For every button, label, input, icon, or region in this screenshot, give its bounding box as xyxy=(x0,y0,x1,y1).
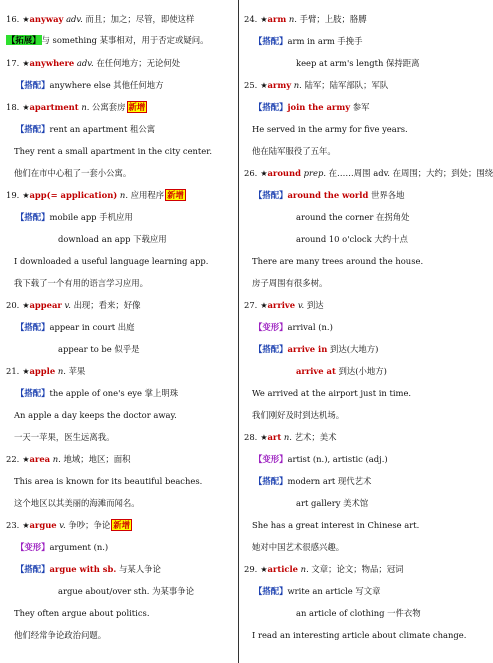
entry-number: 20. xyxy=(6,300,20,310)
star-icon: ★ xyxy=(260,565,268,574)
collocation-sub xyxy=(6,338,234,360)
example-text: They rent a small apartment in the city center. xyxy=(14,146,213,156)
example-sentence xyxy=(6,602,234,624)
headword: area xyxy=(29,454,51,464)
headword: anywhere xyxy=(29,58,75,68)
word-form xyxy=(244,448,472,470)
collocation-phrase: join the army xyxy=(287,102,351,112)
collocation-text: anywhere else 其他任何地方 xyxy=(49,80,164,90)
collocation-sub xyxy=(244,228,472,250)
entry-number: 16. xyxy=(6,14,20,24)
headword: arrive xyxy=(267,300,296,310)
definition: 陆军；陆军部队；军队 xyxy=(304,80,389,90)
collocation-tag: 【搭配】 xyxy=(16,80,50,90)
word-form-tag: 【变形】 xyxy=(16,542,50,552)
definition: 手臂；上肢；胳膊 xyxy=(299,14,367,24)
example-text: She has a great interest in Chinese art. xyxy=(252,520,420,530)
collocation-text: rent an apartment 租公寓 xyxy=(49,124,156,134)
collocation-text: an article of clothing 一件衣物 xyxy=(296,608,421,618)
collocation-tag: 【搭配】 xyxy=(254,102,288,112)
collocation-sub xyxy=(244,360,472,382)
example-sentence xyxy=(6,624,234,646)
entry-number: 22. xyxy=(6,454,20,464)
entry-number: 28. xyxy=(244,432,258,442)
example-text: I read an interesting article about climate change. xyxy=(252,630,467,640)
entry-number: 24. xyxy=(244,14,258,24)
part-of-speech: adv. xyxy=(66,14,83,24)
entry-heading xyxy=(6,96,234,118)
definition: 地域；地区；面积 xyxy=(63,454,131,464)
part-of-speech: n. xyxy=(81,102,90,112)
collocation-tag: 【搭配】 xyxy=(254,36,288,46)
example-text: 我们刚好及时到达机场。 xyxy=(252,410,345,420)
example-sentence xyxy=(244,250,472,272)
star-icon: ★ xyxy=(260,15,268,24)
collocation-text: the apple of one's eye 掌上明珠 xyxy=(49,388,179,398)
collocation-text: appear to be 似乎是 xyxy=(58,344,140,354)
example-sentence xyxy=(244,514,472,536)
star-icon: ★ xyxy=(22,103,30,112)
collocation-text: argue about/over sth. 为某事争论 xyxy=(58,586,194,596)
entry-number: 26. xyxy=(244,168,258,178)
example-sentence xyxy=(6,272,234,294)
headword: around xyxy=(267,168,301,178)
collocation-sub xyxy=(6,228,234,250)
definition: 公寓套房 xyxy=(92,102,126,112)
entry-number: 19. xyxy=(6,190,20,200)
collocation-tag: 【搭配】 xyxy=(254,476,288,486)
star-icon: ★ xyxy=(260,81,268,90)
example-sentence xyxy=(244,624,472,646)
collocation-text: art gallery 美术馆 xyxy=(296,498,369,508)
collocation-tag: 【搭配】 xyxy=(16,388,50,398)
example-sentence xyxy=(6,492,234,514)
example-sentence xyxy=(6,250,234,272)
headword: appear xyxy=(29,300,62,310)
star-icon: ★ xyxy=(22,367,30,376)
collocation xyxy=(244,184,472,206)
part-of-speech: v. xyxy=(64,300,71,310)
collocation-text: modern art 现代艺术 xyxy=(287,476,372,486)
word-form-text: artist (n.), artistic (adj.) xyxy=(287,454,388,464)
collocation xyxy=(244,96,472,118)
part-of-speech: v. xyxy=(59,520,66,530)
example-sentence xyxy=(244,382,472,404)
entry-heading xyxy=(6,52,234,74)
star-icon: ★ xyxy=(22,15,30,24)
entry-heading xyxy=(6,448,234,470)
example-sentence xyxy=(6,404,234,426)
word-form-tag: 【变形】 xyxy=(254,454,288,464)
right-column xyxy=(244,8,493,646)
collocation xyxy=(6,206,234,228)
example-text: 他们在市中心租了一套小公寓。 xyxy=(14,168,132,178)
entry-heading xyxy=(244,558,472,580)
headword: article xyxy=(267,564,298,574)
definition: 应用程序 xyxy=(130,190,165,200)
collocation-tag: 【搭配】 xyxy=(16,212,50,222)
star-icon: ★ xyxy=(260,301,268,310)
part-of-speech: n. xyxy=(57,366,66,376)
collocation-phrase: arrive at xyxy=(296,366,336,376)
headword: army xyxy=(267,80,292,90)
new-badge: 新增 xyxy=(167,190,184,200)
collocation xyxy=(244,470,472,492)
new-badge: 新增 xyxy=(113,520,130,530)
headword: anyway xyxy=(29,14,64,24)
part-of-speech: n. xyxy=(293,80,302,90)
headword: art xyxy=(267,432,282,442)
definition: 出现；看来；好像 xyxy=(73,300,141,310)
example-text: 房子周围有很多树。 xyxy=(252,278,328,288)
definition: 苹果 xyxy=(68,366,86,376)
collocation-text: around the corner 在拐角处 xyxy=(296,212,410,222)
entry-heading xyxy=(244,74,472,96)
example-sentence xyxy=(6,162,234,184)
collocation-text: download an app 下载应用 xyxy=(58,234,167,244)
collocation-text: 到达(小地方) xyxy=(335,366,387,376)
entry-number: 29. xyxy=(244,564,258,574)
entry-number: 23. xyxy=(6,520,20,530)
collocation-phrase: argue with sb. xyxy=(49,564,117,574)
part-of-speech: adv. xyxy=(76,58,94,68)
part-of-speech: n. xyxy=(283,432,292,442)
example-text: 他们经常争论政治问题。 xyxy=(14,630,107,640)
entry-number: 21. xyxy=(6,366,20,376)
example-text: 她对中国艺术很感兴趣。 xyxy=(252,542,345,552)
collocation-sub xyxy=(244,602,472,624)
example-text: 我下载了一个有用的语言学习应用。 xyxy=(14,278,148,288)
headword: apple xyxy=(29,366,56,376)
extension-text: 与 something 某事相对，用于否定或疑问。 xyxy=(41,35,209,45)
collocation-phrase: around the world xyxy=(287,190,369,200)
collocation xyxy=(6,316,234,338)
example-text: There are many trees around the house. xyxy=(252,256,424,266)
part-of-speech: n. xyxy=(119,190,128,200)
example-sentence xyxy=(6,426,234,448)
star-icon: ★ xyxy=(22,521,30,530)
headword: arm xyxy=(267,14,287,24)
part-of-speech: n. xyxy=(288,14,297,24)
extension-tag: 【拓展】 xyxy=(7,35,41,45)
collocation-sub xyxy=(6,580,234,602)
word-form-tag: 【变形】 xyxy=(254,322,288,332)
example-text: He served in the army for five years. xyxy=(252,124,408,134)
headword: argue xyxy=(29,520,57,530)
example-text: 他在陆军服役了五年。 xyxy=(252,146,336,156)
collocation-tag: 【搭配】 xyxy=(254,190,288,200)
star-icon: ★ xyxy=(22,59,30,68)
example-text: This area is known for its beautiful beaches. xyxy=(14,476,203,486)
definition: 艺术；美术 xyxy=(294,432,337,442)
entry-heading xyxy=(6,184,234,206)
example-sentence xyxy=(244,536,472,558)
collocation xyxy=(244,30,472,52)
collocation-text: around 10 o'clock 大约十点 xyxy=(296,234,408,244)
collocation-tag: 【搭配】 xyxy=(16,322,50,332)
entry-number: 25. xyxy=(244,80,258,90)
collocation-text: write an article 写文章 xyxy=(287,586,381,596)
definition: 文章；论文；物品；冠词 xyxy=(311,564,404,574)
definition: 到达 xyxy=(306,300,324,310)
word-form xyxy=(6,536,234,558)
definition: 而且；加之；尽管，即使这样 xyxy=(85,14,195,24)
collocation xyxy=(6,74,234,96)
entry-number: 27. xyxy=(244,300,258,310)
collocation-text: keep at arm's length 保持距离 xyxy=(296,58,420,68)
collocation-text: 世界各地 xyxy=(368,190,405,200)
headword: app(= application) xyxy=(29,190,118,200)
star-icon: ★ xyxy=(22,301,30,310)
collocation-sub xyxy=(244,206,472,228)
example-sentence xyxy=(244,404,472,426)
word-form xyxy=(244,316,472,338)
definition: 在……周围 adv. 在周围；大约；到处；围绕 xyxy=(328,168,493,178)
part-of-speech: n. xyxy=(300,564,309,574)
example-sentence xyxy=(6,140,234,162)
entry-heading xyxy=(244,294,472,316)
left-column xyxy=(6,8,234,646)
entry-heading xyxy=(244,8,472,30)
collocation-tag: 【搭配】 xyxy=(16,564,50,574)
example-sentence xyxy=(244,272,472,294)
collocation-text: arm in arm 手挽手 xyxy=(287,36,363,46)
collocation xyxy=(6,558,234,580)
collocation-text: 与某人争论 xyxy=(116,564,161,574)
collocation-tag: 【搭配】 xyxy=(254,586,288,596)
example-text: We arrived at the airport just in time. xyxy=(252,388,412,398)
entry-number: 18. xyxy=(6,102,20,112)
extension-note xyxy=(6,30,234,52)
collocation xyxy=(6,118,234,140)
part-of-speech: v. xyxy=(297,300,305,310)
collocation-sub xyxy=(244,52,472,74)
word-form-text: arrival (n.) xyxy=(287,322,333,332)
example-sentence xyxy=(244,140,472,162)
collocation xyxy=(6,382,234,404)
collocation-text: mobile app 手机应用 xyxy=(49,212,133,222)
entry-heading xyxy=(244,426,472,448)
entry-heading xyxy=(6,514,234,536)
new-badge: 新增 xyxy=(128,102,146,112)
column-divider xyxy=(238,0,239,663)
example-text: They often argue about politics. xyxy=(14,608,150,618)
star-icon: ★ xyxy=(22,455,30,464)
headword: apartment xyxy=(29,102,79,112)
collocation-tag: 【搭配】 xyxy=(254,344,288,354)
definition: 在任何地方；无论何处 xyxy=(96,58,181,68)
entry-heading xyxy=(6,294,234,316)
example-sentence xyxy=(6,470,234,492)
collocation-phrase: arrive in xyxy=(287,344,328,354)
definition: 争吵；争论 xyxy=(68,520,111,530)
example-text: I downloaded a useful language learning app. xyxy=(14,256,209,266)
entry-heading xyxy=(6,8,234,30)
collocation xyxy=(244,580,472,602)
part-of-speech: n. xyxy=(52,454,61,464)
example-sentence xyxy=(244,118,472,140)
entry-heading xyxy=(6,360,234,382)
collocation-sub xyxy=(244,492,472,514)
example-text: An apple a day keeps the doctor away. xyxy=(14,410,177,420)
collocation-text: 到达(大地方) xyxy=(327,344,379,354)
star-icon: ★ xyxy=(260,169,268,178)
entry-heading xyxy=(244,162,493,184)
example-text: 一天一苹果，医生远离我。 xyxy=(14,432,115,442)
collocation xyxy=(244,338,472,360)
collocation-text: appear in court 出庭 xyxy=(49,322,135,332)
word-form-text: argument (n.) xyxy=(49,542,109,552)
entry-number: 17. xyxy=(6,58,20,68)
part-of-speech: prep. xyxy=(303,168,326,178)
example-text: 这个地区以其美丽的海滩而闻名。 xyxy=(14,498,140,508)
star-icon: ★ xyxy=(22,191,30,200)
collocation-tag: 【搭配】 xyxy=(16,124,50,134)
collocation-text: 参军 xyxy=(350,102,370,112)
star-icon: ★ xyxy=(260,433,268,442)
